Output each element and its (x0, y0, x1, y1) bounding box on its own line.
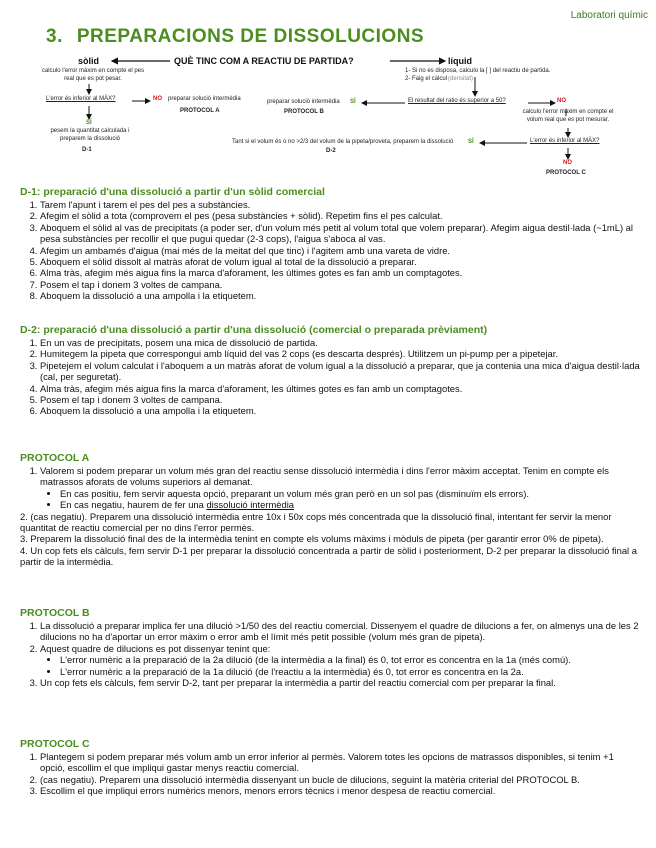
flow-result-q: El resultat del ratio és superior a 50? (408, 98, 506, 104)
list-item: 6. Aboquem la dissolució a una ampolla i la etiquetem. (40, 405, 640, 416)
protocol-b-heading: PROTOCOL B (20, 607, 90, 619)
protocol-a-heading: PROTOCOL A (20, 452, 90, 464)
protocol-a-bullet1: • En cas positiu, fem servir aquesta opció, preparant un volum més gran però en un sol pas (disminuïm els errors). (60, 488, 640, 499)
list-item: 5. Posem el tap i donem 3 voltes de campana. (40, 394, 640, 405)
protocol-c-heading: PROTOCOL C (20, 738, 90, 750)
flow-max-error-q2: L'error és inferior al MÀX? (530, 138, 600, 144)
flow-liquid-calc-note: calculo l'error màxim en compte el volum real que es pot mesurar. (522, 109, 614, 123)
flow-no1: NO (153, 96, 162, 102)
flow-si1-text: pesem la quantitat calculada i preparem la dissolució (50, 128, 130, 142)
flow-si1: SÍ (86, 120, 92, 126)
flow-prep-intermediate: preparar solució intermèdia (168, 96, 241, 102)
flow-liquid-note-1: 1- Si no es disposa, calculo la [ ] del reactiu de partida. (405, 68, 551, 74)
protocol-a-list (20, 465, 640, 511)
dissolucio-intermedia-link[interactable]: dissolució intermèdia (206, 499, 294, 511)
list-item: 1. Tarem l'apunt i tarem el pes del pes a substàncies. (40, 199, 640, 210)
section-d2 (20, 324, 640, 417)
flow-protocol-a: PROTOCOL A (180, 108, 220, 114)
flow-prep-intermediate-2: preparar solució intermèdia (267, 99, 340, 105)
list-item: 5. Aboquem el sòlid dissolt al matràs aforat de volum igual al total de la dissolució a preparar. (40, 256, 640, 267)
header-course-label: Laboratori químic (570, 10, 648, 21)
list-item (40, 465, 640, 511)
flow-protocol-b: PROTOCOL B (284, 109, 324, 115)
protocol-c-item1: 1. Plantegem si podem preparar més volum amb un error inferior al permès. Valorem totes les opcions de matrassos disponibles, si tenim +1 opció, escollim el que impliqui gastar menys reactiu comercial. (40, 751, 640, 774)
flow-no2: NO (557, 98, 566, 104)
flow-liquid-note-3: (densitat) (448, 76, 474, 82)
list-item: 7. Posem el tap i donem 3 voltes de campana. (40, 279, 640, 290)
protocol-a-para4: 4. Un cop fets els càlculs, fem servir D-1 per preparar la dissolució concentrada a partir de sòlid i posteriorment, D-2 per preparar la dissolució final a partir de la intermèdia. (20, 544, 637, 568)
list-item: 1. En un vas de precipitats, posem una mica de dissolució de partida. (40, 337, 640, 348)
section-d1 (20, 186, 640, 302)
flow-question: QUÈ TINC COM A REACTIU DE PARTIDA? (174, 56, 354, 66)
flow-si2: SÍ (350, 99, 356, 105)
protocol-c-item3: 3. Escollim el que impliqui errors numèrics menors, menors errors tècnics i menor despesa de reactiu comercial. (40, 785, 640, 796)
protocol-b-list (20, 620, 640, 688)
section-d2-heading: D-2: preparació d'una dissolució a partir d'una dissolució (comercial o preparada prèviament) (20, 324, 488, 336)
protocol-b-bullet2: • L'error numèric a la preparació de la 1a dilució (de l'reactiu a la intermèdia) és 0, tot error es concentra en la 2a. (60, 666, 640, 677)
flow-no3: NO (563, 160, 572, 166)
list-item: 6. Alma tràs, afegim més aigua fins la marca d'aforament, les últimes gotes es fan amb un comptagotes. (40, 267, 640, 278)
protocol-a-para3: 3. Preparem la dissolució final des de la intermèdia tenint en compte els volums màxims i mòduls de pipeta (per garantir error 0% de pipeta). (20, 533, 604, 545)
flowchart-arrows (0, 0, 656, 190)
list-item: 8. Aboquem la dissolució a una ampolla i la etiquetem. (40, 290, 640, 301)
flow-liquid: líquid (448, 56, 472, 66)
section-d1-list (20, 199, 640, 302)
protocol-b-bullets (40, 654, 640, 677)
flow-liquid-note-2: 2- Faig el càlcul (405, 76, 448, 82)
protocol-c-list (20, 751, 640, 797)
protocol-a-para2: 2. (cas negatiu). Preparem una dissolució intermèdia entre 10x i 50x cops més concentrada que la dissolució final, intentant fer servir la menor quantitat de reactiu comercial per no dins l'error permès. (20, 510, 612, 534)
section-d2-list (20, 337, 640, 417)
protocol-a-bullet2-text: En cas negatiu, haurem de fer una (60, 499, 204, 511)
flow-d2: D-2 (326, 148, 336, 154)
list-item: 2. Afegim el sòlid a tota (comprovem el pes (pesa substàncies + sòlid). Repetim fins el pes calculat. (40, 210, 640, 221)
flow-max-error-q: L'error és inferior al MÀX? (46, 96, 116, 102)
protocol-b-item2: Aquest quadre de dilucions es pot dissenyar tenint que: (40, 642, 271, 654)
flow-pipette-text: Tant si el volum és o no >2/3 del volum de la pipeta/proveta, preparem la dissolució (232, 139, 454, 145)
flow-si3: SÍ (468, 139, 474, 145)
protocol-a-bullet2 (60, 499, 640, 510)
list-item: 4. Alma tràs, afegim més aigua fins la marca d'aforament, les últimes gotes es fan amb un comptagotes. (40, 383, 640, 394)
section-protocol-c (20, 738, 640, 797)
list-item (40, 643, 640, 677)
section-d1-heading: D-1: preparació d'una dissolució a partir d'un sòlid comercial (20, 186, 325, 198)
list-item: 3. Pipetejem el volum calculat i l'aboquem a un matràs aforat de volum igual a la dissolució a preparar, que ja contenia una mica d'aigua destil·lada (cal, per seguretat). (40, 360, 640, 383)
section-protocol-a (20, 452, 640, 568)
flow-d1: D-1 (82, 147, 92, 153)
list-item: 2. Humitegem la pipeta que correspongui amb líquid del vas 2 cops (es descarta després). Utilitzem un pi-pump per a pipetejar. (40, 348, 640, 359)
title-text: PREPARACIONS DE DISSOLUCIONS (76, 26, 425, 47)
protocol-b-item3: 3. Un cop fets els càlculs, fem servir D-2, tant per preparar la intermèdia a partir del reactiu comercial com per preparar la final. (40, 677, 640, 688)
protocol-c-item2: 2. (cas negatiu). Preparem una dissolució intermèdia dissenyant un bucle de dilucions, seguint la matèria criterial del PROTOCOL B. (40, 774, 640, 785)
flow-solid: sòlid (78, 56, 100, 66)
title-number: 3. (46, 26, 63, 47)
flow-protocol-c: PROTOCOL C (546, 170, 586, 176)
protocol-b-item1: 1. La dissolució a preparar implica fer una dilució >1/50 des del reactiu comercial. Dissenyem el quadre de dilucions a fer, on almenys una de les 2 dilucions no ha d'aportar un error màxim o error amb el límit més petit possible (volum més gran de pipeta). (40, 620, 640, 643)
list-item: 4. Afegim un ambamés d'aigua (mai més de la meitat del que tinc) i l'agitem amb una vareta de vidre. (40, 245, 640, 256)
protocol-b-bullet1: • L'error numèric a la preparació de la 2a dilució (de la intermèdia a la final) és 0, tot error es concentra en la 1a (més comú). (60, 654, 640, 665)
flow-solid-note: calculo l'error màxim en compte el pes real que es pot pesar. (41, 68, 145, 82)
protocol-a-item1: Valorem si podem preparar un volum més gran del reactiu sense dissolució intermèdia i dins l'error màxim acceptat. Tenim en compte els matrassos aforats de volums superiors al demanat. (40, 465, 609, 488)
section-protocol-b (20, 607, 640, 688)
protocol-a-bullets (40, 488, 640, 511)
list-item: 3. Aboquem el sòlid al vas de precipitats (a poder ser, d'un volum més petit al volum total que volem preparar). Afegim aigua destil·lada (~1mL) al pesa substàncies per recollir el que pugui quedar (2-3 cops), l'aigua s'aboca al vas. (40, 222, 640, 245)
